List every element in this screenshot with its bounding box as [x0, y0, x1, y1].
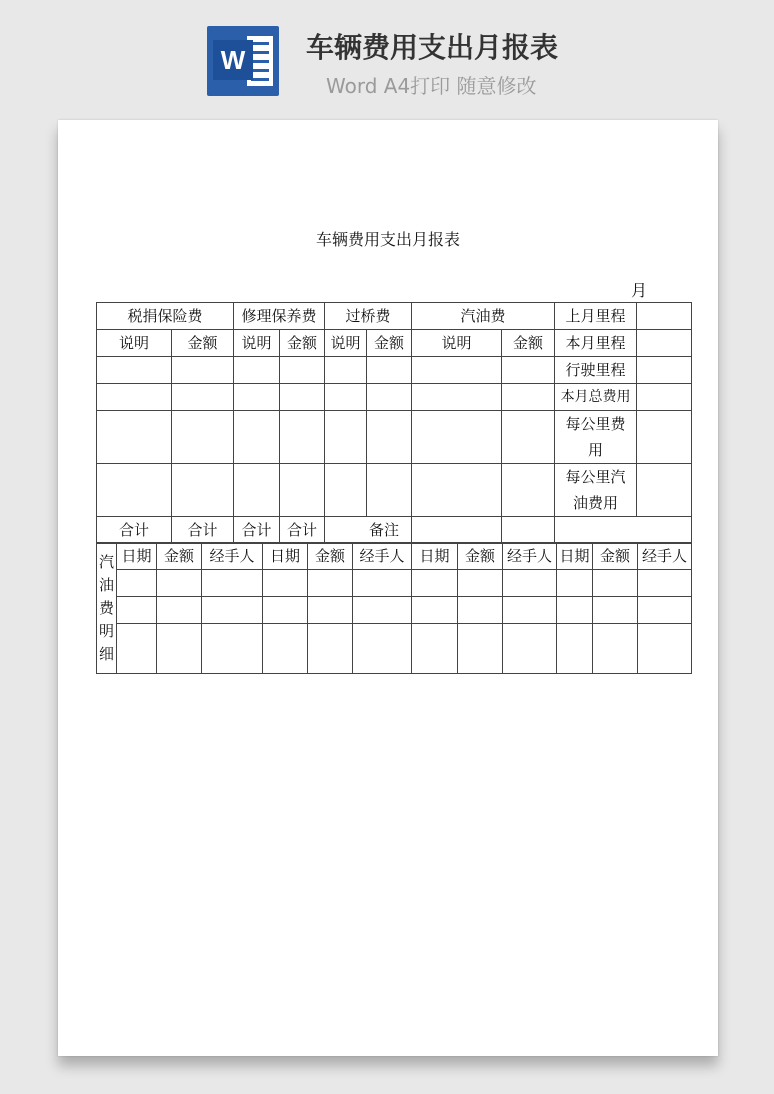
entry-cell[interactable]: [557, 624, 593, 674]
entry-cell[interactable]: [367, 357, 412, 384]
header-title: 车辆费用支出月报表: [306, 31, 559, 64]
document-title: 车辆费用支出月报表: [315, 230, 460, 249]
entry-cell[interactable]: [502, 464, 555, 517]
header-date: 日期: [557, 543, 593, 570]
entry-cell[interactable]: [502, 411, 555, 464]
header-handler: 经手人: [503, 543, 557, 570]
value-cell[interactable]: [637, 464, 692, 517]
header-fuel: 汽油费: [412, 303, 555, 330]
label-fuel-cost-per-km: 每公里汽油费用: [555, 464, 637, 517]
header-handler: 经手人: [638, 543, 692, 570]
value-cell[interactable]: [637, 384, 692, 411]
entry-cell[interactable]: [202, 570, 263, 597]
entry-cell[interactable]: [172, 357, 234, 384]
entry-cell[interactable]: [97, 411, 172, 464]
entry-cell[interactable]: [593, 624, 638, 674]
header-bridge-toll: 过桥费: [325, 303, 412, 330]
entry-cell[interactable]: [117, 624, 157, 674]
entry-cell[interactable]: [557, 570, 593, 597]
value-cell[interactable]: [637, 357, 692, 384]
entry-cell[interactable]: [325, 464, 367, 517]
entry-cell[interactable]: [172, 464, 234, 517]
header-amount: 金额: [308, 543, 353, 570]
header-subtitle: Word A4打印 随意修改: [326, 74, 537, 98]
entry-cell[interactable]: [325, 357, 367, 384]
header-amount: 金额: [458, 543, 503, 570]
total-label: 合计: [280, 517, 325, 544]
entry-cell[interactable]: [157, 570, 202, 597]
entry-cell[interactable]: [97, 357, 172, 384]
total-label: 合计: [97, 517, 172, 544]
header-date: 日期: [263, 543, 308, 570]
entry-cell[interactable]: [503, 597, 557, 624]
entry-cell[interactable]: [234, 384, 280, 411]
remarks-cell[interactable]: [555, 517, 692, 544]
page-header: [0, 0, 774, 110]
entry-cell[interactable]: [263, 624, 308, 674]
entry-cell[interactable]: [412, 384, 502, 411]
entry-cell[interactable]: [325, 384, 367, 411]
entry-cell[interactable]: [97, 464, 172, 517]
header-date: 日期: [412, 543, 458, 570]
entry-cell[interactable]: [412, 570, 458, 597]
subheader-description: 说明: [412, 330, 502, 357]
entry-cell[interactable]: [308, 624, 353, 674]
entry-cell[interactable]: [557, 597, 593, 624]
total-label: 合计: [172, 517, 234, 544]
month-label: 月: [631, 281, 648, 300]
entry-cell[interactable]: [263, 597, 308, 624]
header-tax-insurance: 税捐保险费: [97, 303, 234, 330]
subheader-amount: 金额: [280, 330, 325, 357]
entry-cell[interactable]: [593, 597, 638, 624]
header-amount: 金额: [593, 543, 638, 570]
entry-cell[interactable]: [157, 597, 202, 624]
header-handler: 经手人: [353, 543, 412, 570]
entry-cell[interactable]: [412, 411, 502, 464]
entry-cell[interactable]: [367, 464, 412, 517]
fuel-detail-table: [96, 542, 692, 674]
entry-cell[interactable]: [202, 597, 263, 624]
subheader-description: 说明: [97, 330, 172, 357]
header-date: 日期: [117, 543, 157, 570]
entry-cell[interactable]: [638, 570, 692, 597]
entry-cell[interactable]: [234, 464, 280, 517]
subheader-amount: 金额: [367, 330, 412, 357]
entry-cell[interactable]: [503, 570, 557, 597]
entry-cell[interactable]: [353, 570, 412, 597]
entry-cell[interactable]: [280, 464, 325, 517]
entry-cell[interactable]: [172, 411, 234, 464]
label-last-month-mileage: 上月里程: [555, 303, 637, 330]
entry-cell[interactable]: [412, 357, 502, 384]
value-cell[interactable]: [637, 330, 692, 357]
entry-cell[interactable]: [117, 570, 157, 597]
value-cell[interactable]: [637, 411, 692, 464]
entry-cell[interactable]: [638, 624, 692, 674]
entry-cell[interactable]: [263, 570, 308, 597]
remarks-cell[interactable]: [502, 517, 555, 544]
total-label: 合计: [234, 517, 280, 544]
entry-cell[interactable]: [367, 384, 412, 411]
entry-cell[interactable]: [412, 624, 458, 674]
entry-cell[interactable]: [157, 624, 202, 674]
expense-summary-table: [96, 302, 692, 544]
subheader-amount: 金额: [172, 330, 234, 357]
entry-cell[interactable]: [458, 597, 503, 624]
entry-cell[interactable]: [280, 411, 325, 464]
entry-cell[interactable]: [117, 597, 157, 624]
entry-cell[interactable]: [502, 357, 555, 384]
entry-cell[interactable]: [353, 624, 412, 674]
label-cost-per-km: 每公里费用: [555, 411, 637, 464]
value-cell[interactable]: [637, 303, 692, 330]
remarks-label: 备注: [325, 517, 412, 544]
entry-cell[interactable]: [593, 570, 638, 597]
entry-cell[interactable]: [97, 384, 172, 411]
subheader-amount: 金额: [502, 330, 555, 357]
subheader-description: 说明: [234, 330, 280, 357]
entry-cell[interactable]: [458, 624, 503, 674]
document-page: [58, 120, 718, 1056]
header-repair-maintenance: 修理保养费: [234, 303, 325, 330]
entry-cell[interactable]: [412, 597, 458, 624]
entry-cell[interactable]: [172, 384, 234, 411]
entry-cell[interactable]: [353, 597, 412, 624]
label-this-month-mileage: 本月里程: [555, 330, 637, 357]
entry-cell[interactable]: [503, 624, 557, 674]
entry-cell[interactable]: [280, 357, 325, 384]
entry-cell[interactable]: [325, 411, 367, 464]
subheader-description: 说明: [325, 330, 367, 357]
entry-cell[interactable]: [308, 597, 353, 624]
fuel-detail-side-label: 汽 油 费 明 细: [97, 543, 117, 674]
entry-cell[interactable]: [308, 570, 353, 597]
entry-cell[interactable]: [412, 464, 502, 517]
entry-cell[interactable]: [367, 411, 412, 464]
entry-cell[interactable]: [638, 597, 692, 624]
remarks-cell[interactable]: [412, 517, 502, 544]
label-driven-mileage: 行驶里程: [555, 357, 637, 384]
label-total-monthly-cost: 本月总费用: [555, 384, 637, 411]
entry-cell[interactable]: [234, 411, 280, 464]
header-handler: 经手人: [202, 543, 263, 570]
entry-cell[interactable]: [458, 570, 503, 597]
entry-cell[interactable]: [202, 624, 263, 674]
entry-cell[interactable]: [502, 384, 555, 411]
header-amount: 金额: [157, 543, 202, 570]
entry-cell[interactable]: [280, 384, 325, 411]
word-logo-icon: W: [207, 26, 279, 96]
entry-cell[interactable]: [234, 357, 280, 384]
